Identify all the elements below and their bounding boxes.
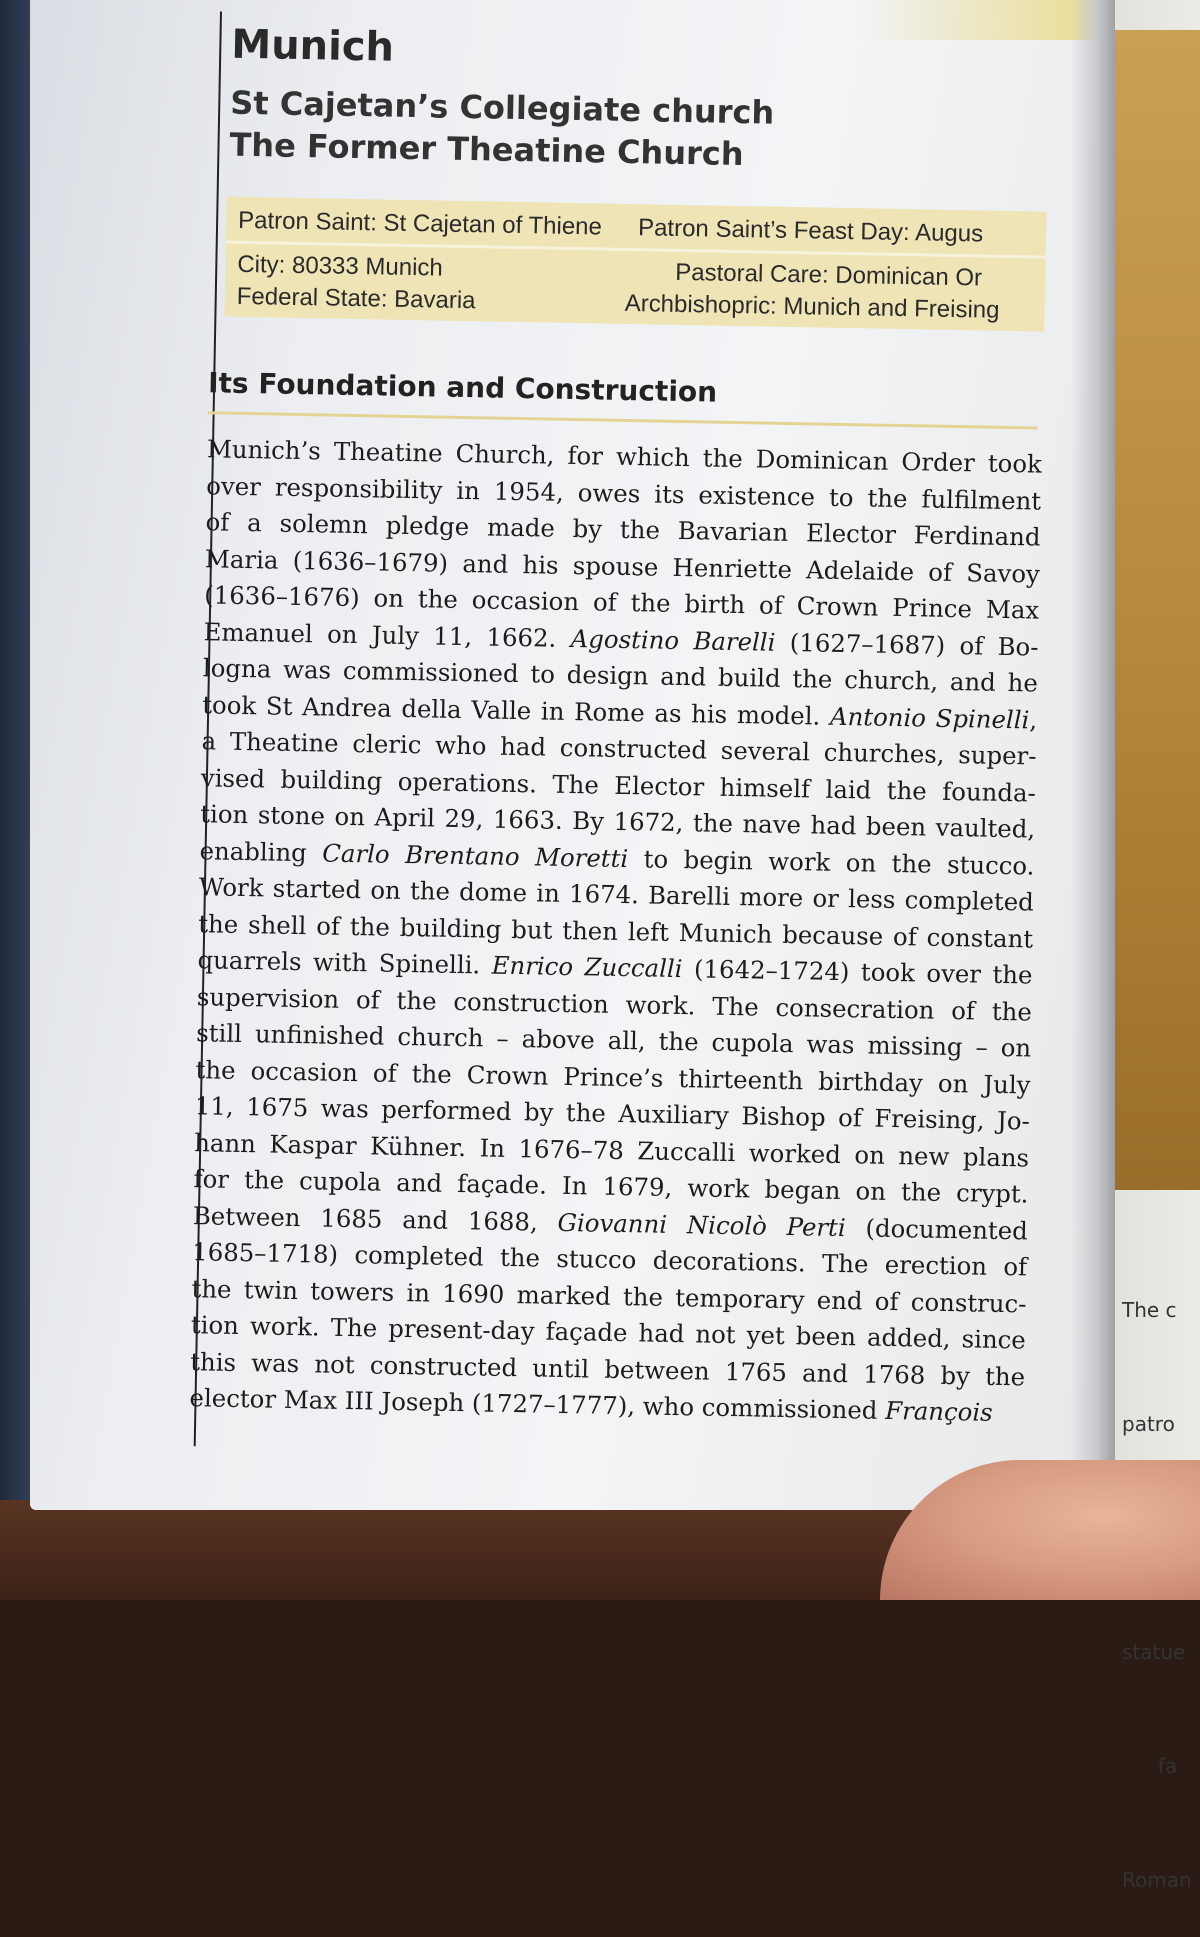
body-line: supervision of the construction work. The consecration of the	[196, 981, 1033, 1027]
body-line: Work started on the dome in 1674. Barelli more or less completed	[198, 872, 1035, 917]
city: City: 80333 Munich	[237, 250, 444, 282]
body-line: Between 1685 and 1688, Giovanni Nicolò Perti (documented	[192, 1200, 1029, 1245]
body-line: a Theatine cleric who had constructed several churches, super-	[201, 726, 1037, 771]
facing-page-photo	[1112, 30, 1200, 1190]
body-line: 1685–1718) completed the stucco decorations. The erection of	[191, 1237, 1028, 1282]
page-gutter-shadow	[1070, 0, 1115, 1500]
body-line: this was not constructed until between 1765 and 1768 by the	[189, 1346, 1026, 1391]
body-text	[189, 431, 1042, 1432]
body-line: the occasion of the Crown Prince’s thirteenth birthday on July	[195, 1054, 1031, 1099]
body-line: logna was commissioned to design and build the church, and he	[202, 653, 1039, 698]
body-line: tion stone on April 29, 1663. By 1672, the nave had been vaulted,	[200, 799, 1036, 844]
section-heading: Its Foundation and Construction	[207, 366, 718, 409]
body-line: hann Kaspar Kühner. In 1676–78 Zuccalli worked on new plans	[193, 1127, 1030, 1172]
patron-saint: Patron Saint: St Cajetan of Thiene	[237, 206, 603, 241]
caption-line: statue	[1122, 1640, 1186, 1664]
body-line: tion work. The present-day façade had not yet been added, since	[190, 1310, 1027, 1355]
body-line: for the cupola and façade. In 1679, work began on the crypt.	[193, 1164, 1029, 1209]
body-line: 11, 1675 was performed by the Auxiliary Bishop of Freising, Jo-	[194, 1091, 1031, 1136]
body-line: the twin towers in 1690 marked the temporary end of construc-	[191, 1273, 1027, 1318]
federal-state: Federal State: Bavaria	[236, 282, 476, 315]
body-line: over responsibility in 1954, owes its existence to the fulfilment	[206, 470, 1042, 516]
body-line: quarrels with Spinelli. Enrico Zuccalli (1642–1724) took over the	[197, 945, 1033, 990]
body-line: took St Andrea della Valle in Rome as his model. Antonio Spinelli,	[202, 689, 1038, 735]
body-line: Maria (1636–1679) and his spouse Henriette Adelaide of Savoy	[204, 543, 1041, 589]
caption-line: Roman	[1122, 1868, 1192, 1892]
church-name-line2: The Former Theatine Church	[229, 125, 744, 174]
body-line: enabling Carlo Brentano Moretti to begin work on the stucco.	[199, 835, 1035, 881]
body-line: vised building operations. The Elector himself laid the founda-	[200, 762, 1037, 808]
city-title: Munich	[230, 21, 395, 71]
pastoral-care: Pastoral Care: Dominican Or	[675, 258, 983, 292]
caption-line: patro	[1122, 1412, 1175, 1436]
caption-line: The c	[1122, 1298, 1177, 1322]
caption-line: fa	[1158, 1754, 1178, 1778]
body-line: Emanuel on July 11, 1662. Agostino Barelli (1627–1687) of Bo-	[203, 616, 1039, 662]
church-name-line1: St Cajetan’s Collegiate church	[229, 83, 775, 132]
church-name	[229, 82, 774, 176]
body-line: (1636–1676) on the occasion of the birth of Crown Prince Max	[204, 580, 1040, 625]
church-info-box	[224, 197, 1046, 332]
body-line: Munich’s Theatine Church, for which the Dominican Order took	[206, 434, 1043, 479]
body-line: still unfinished church – above all, the cupola was missing – on	[196, 1018, 1032, 1063]
feast-day: Patron Saint’s Feast Day: Augus	[637, 214, 984, 248]
body-line: the shell of the building but then left Munich because of constant	[198, 908, 1034, 954]
body-line: elector Max III Joseph (1727–1777), who commissioned François	[189, 1383, 993, 1427]
body-line: of a solemn pledge made by the Bavarian Elector Ferdinand	[205, 507, 1041, 552]
archbishopric: Archbishopric: Munich and Freising	[624, 289, 1000, 324]
